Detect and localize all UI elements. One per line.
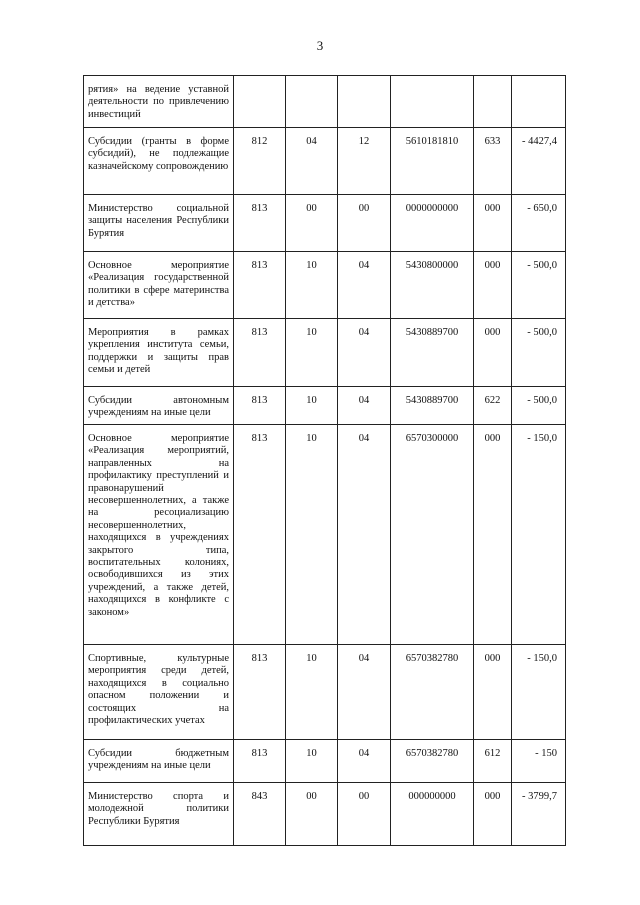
target-code-cell-text: 5610181810: [405, 136, 459, 147]
admin-code-cell: [234, 319, 286, 387]
subsection-code-cell: [338, 425, 391, 645]
subsection-code-cell-text: 04: [358, 327, 370, 338]
row-name-cell: [84, 252, 234, 319]
admin-code-cell-text: 812: [251, 136, 268, 147]
section-code-cell-text: 00: [306, 203, 317, 214]
row-name-cell: [84, 76, 234, 128]
subsection-code-cell: [338, 195, 391, 252]
expense-type-cell-text: 000: [484, 327, 501, 338]
table-row: [84, 195, 566, 252]
expense-type-cell: [474, 740, 512, 783]
section-code-cell-text: 10: [306, 327, 317, 338]
table-row: [84, 128, 566, 195]
amount-cell-text: - 650,0: [527, 203, 557, 214]
admin-code-cell: [234, 740, 286, 783]
amount-cell-text: - 150,0: [527, 433, 557, 444]
amount-cell-text: - 150: [535, 748, 557, 759]
section-code-cell: [286, 783, 338, 846]
expense-type-cell: [474, 76, 512, 128]
admin-code-cell-text: 813: [251, 433, 268, 444]
subsection-code-cell-text: 04: [358, 748, 370, 759]
expense-type-cell-text: 633: [484, 136, 501, 147]
expense-type-cell-text: 000: [484, 791, 501, 802]
section-code-cell: [286, 76, 338, 128]
admin-code-cell: [234, 76, 286, 128]
expense-type-cell: [474, 252, 512, 319]
target-code-cell: [391, 425, 474, 645]
table-row: [84, 387, 566, 425]
admin-code-cell: [234, 425, 286, 645]
amount-cell: [512, 387, 566, 425]
subsection-code-cell-text: 04: [358, 395, 370, 406]
section-code-cell: [286, 387, 338, 425]
row-name-cell-text: Субсидии бюджетным учреждениям на иные цели: [88, 748, 229, 772]
row-name-cell-text: Мероприятия в рамках укрепления института семьи, поддержки и защиты прав семьи и детей: [88, 327, 229, 376]
table-row: [84, 252, 566, 319]
amount-cell: [512, 645, 566, 740]
row-name-cell: [84, 740, 234, 783]
subsection-code-cell: [338, 128, 391, 195]
expense-type-cell: [474, 425, 512, 645]
expense-type-cell-text: 000: [484, 653, 501, 664]
page-number: 3: [316, 38, 324, 53]
subsection-code-cell: [338, 319, 391, 387]
admin-code-cell: [234, 195, 286, 252]
target-code-cell-text: 5430889700: [405, 395, 459, 406]
section-code-cell-text: 10: [306, 395, 317, 406]
target-code-cell-text: 5430800000: [405, 260, 459, 271]
row-name-cell: [84, 128, 234, 195]
admin-code-cell-text: 813: [251, 203, 268, 214]
admin-code-cell: [234, 387, 286, 425]
target-code-cell-text: 6570300000: [405, 433, 459, 444]
subsection-code-cell: [338, 783, 391, 846]
amount-cell: [512, 252, 566, 319]
section-code-cell-text: 04: [306, 136, 317, 147]
amount-cell-text: - 500,0: [527, 395, 557, 406]
subsection-code-cell-text: 04: [358, 653, 370, 664]
amount-cell: [512, 425, 566, 645]
target-code-cell: [391, 319, 474, 387]
target-code-cell: [391, 195, 474, 252]
expense-type-cell: [474, 128, 512, 195]
expense-type-cell: [474, 645, 512, 740]
amount-cell-text: - 500,0: [527, 260, 557, 271]
admin-code-cell-text: 813: [251, 395, 268, 406]
admin-code-cell: [234, 783, 286, 846]
subsection-code-cell-text: 04: [358, 260, 370, 271]
admin-code-cell: [234, 645, 286, 740]
amount-cell-text: - 3799,7: [522, 791, 557, 802]
target-code-cell-text: 0000000000: [405, 203, 459, 214]
target-code-cell: [391, 740, 474, 783]
amount-cell: [512, 76, 566, 128]
amount-cell: [512, 195, 566, 252]
admin-code-cell: [234, 252, 286, 319]
subsection-code-cell: [338, 387, 391, 425]
admin-code-cell: [234, 128, 286, 195]
target-code-cell: [391, 783, 474, 846]
subsection-code-cell-text: 00: [358, 203, 370, 214]
target-code-cell-text: 5430889700: [405, 327, 459, 338]
amount-cell: [512, 128, 566, 195]
target-code-cell-text: 6570382780: [405, 653, 459, 664]
subsection-code-cell: [338, 740, 391, 783]
row-name-cell-text: рятия» на ведение уставной деятельности по привлечению инвестиций: [88, 84, 229, 120]
row-name-cell-text: Основное мероприятие «Реализация мероприятий, направленных на профилактику преступлений и правонарушений несовершеннолетних, а также на ресоциализацию несовершеннолетних, находящихся в учреждениях закрытого типа, воспитательных колониях, освободившихся из этих учреждений, а также детей, находящихся в конфликте с законом»: [88, 433, 229, 618]
section-code-cell: [286, 645, 338, 740]
expense-type-cell-text: 622: [484, 395, 501, 406]
subsection-code-cell-text: 00: [358, 791, 370, 802]
target-code-cell-text: 6570382780: [405, 748, 459, 759]
expense-type-cell: [474, 387, 512, 425]
row-name-cell-text: Спортивные, культурные мероприятия среди детей, находящихся в социально опасном положении и состоящих на профилактических учетах: [88, 653, 229, 727]
admin-code-cell-text: 843: [251, 791, 268, 802]
expense-type-cell-text: 000: [484, 260, 501, 271]
table-row: [84, 783, 566, 846]
target-code-cell: [391, 387, 474, 425]
table-row: [84, 425, 566, 645]
amount-cell-text: - 150,0: [527, 653, 557, 664]
target-code-cell: [391, 128, 474, 195]
table-row: [84, 645, 566, 740]
row-name-cell: [84, 387, 234, 425]
target-code-cell: [391, 645, 474, 740]
section-code-cell-text: 00: [306, 791, 317, 802]
section-code-cell-text: 10: [306, 653, 317, 664]
admin-code-cell-text: 813: [251, 327, 268, 338]
subsection-code-cell: [338, 645, 391, 740]
section-code-cell: [286, 128, 338, 195]
section-code-cell-text: 10: [306, 433, 317, 444]
subsection-code-cell: [338, 76, 391, 128]
row-name-cell: [84, 425, 234, 645]
row-name-cell-text: Основное мероприятие «Реализация государственной политики в сфере материнства и детства»: [88, 260, 229, 309]
expense-type-cell: [474, 195, 512, 252]
admin-code-cell-text: 813: [251, 748, 268, 759]
amount-cell-text: - 4427,4: [522, 136, 557, 147]
target-code-cell: [391, 76, 474, 128]
section-code-cell-text: 10: [306, 748, 317, 759]
target-code-cell-text: 000000000: [408, 791, 456, 802]
expense-type-cell-text: 000: [484, 203, 501, 214]
amount-cell: [512, 740, 566, 783]
row-name-cell-text: Субсидии автономным учреждениям на иные цели: [88, 395, 229, 419]
section-code-cell: [286, 319, 338, 387]
row-name-cell: [84, 319, 234, 387]
amount-cell-text: - 500,0: [527, 327, 557, 338]
amount-cell: [512, 319, 566, 387]
expense-type-cell-text: 612: [484, 748, 501, 759]
admin-code-cell-text: 813: [251, 260, 268, 271]
section-code-cell: [286, 252, 338, 319]
row-name-cell-text: Субсидии (гранты в форме субсидий), не подлежащие казначейскому сопровождению: [88, 136, 229, 172]
expense-type-cell: [474, 783, 512, 846]
table-row: [84, 76, 566, 128]
amount-cell: [512, 783, 566, 846]
target-code-cell: [391, 252, 474, 319]
subsection-code-cell-text: 12: [358, 136, 370, 147]
row-name-cell: [84, 645, 234, 740]
row-name-cell: [84, 195, 234, 252]
subsection-code-cell-text: 04: [358, 433, 370, 444]
row-name-cell-text: Министерство социальной защиты населения Республики Бурятия: [88, 203, 229, 239]
section-code-cell: [286, 740, 338, 783]
subsection-code-cell: [338, 252, 391, 319]
budget-table: [83, 75, 566, 846]
section-code-cell: [286, 425, 338, 645]
table-row: [84, 319, 566, 387]
table-row: [84, 740, 566, 783]
admin-code-cell-text: 813: [251, 653, 268, 664]
row-name-cell-text: Министерство спорта и молодежной политики Республики Бурятия: [88, 791, 229, 827]
row-name-cell: [84, 783, 234, 846]
section-code-cell: [286, 195, 338, 252]
expense-type-cell: [474, 319, 512, 387]
section-code-cell-text: 10: [306, 260, 317, 271]
expense-type-cell-text: 000: [484, 433, 501, 444]
